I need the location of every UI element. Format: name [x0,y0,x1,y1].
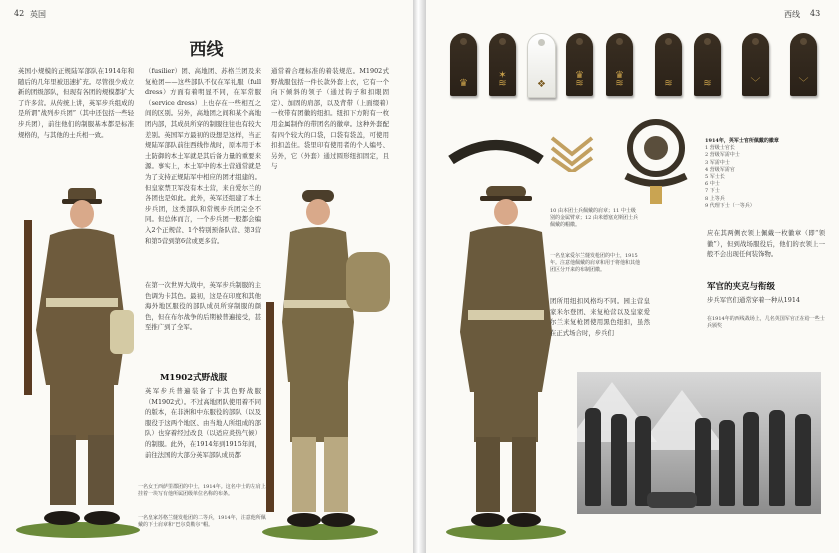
straps-caption-title: 1914年，英军士官所佩戴的徽章 [705,138,779,144]
strap-1: ♛ [450,33,477,96]
soldier-caption: 一名皇家爱尔兰燧发枪团的中士，1915年。注意他佩戴的肩章和用于将他和其他团区分开来的布制团徽。 [550,253,641,274]
chevron-badge [548,130,596,172]
regiment-title-badge [446,130,546,170]
strap-6: ≋ [655,33,682,96]
irish-fusilier-illustration [442,182,572,542]
body-column-right: 应在其两侧衣领上佩戴一枚徽章（即“领徽”），但到战场服役后，他们的衣领上一般不会出现任何装饰物。 [707,229,825,259]
subheading-m1902: M1902式野战服 [160,373,228,383]
sergeant-illustration [10,180,150,540]
straps-caption [705,138,820,210]
subheading-officers: 军官的夹克与衔级 [707,282,776,292]
subsection-text: 英军步兵普遍装备了卡其色野战服（M1902式）。不过高地团队使用着不同的版本，在非洲和中东服役的部队（以及服役于这两个地区、由当地人所组成的部队）也穿着经过改良（以适应炎热气候）的制服。此外，在1914年到1915年间，前往法国的大部分英军部队成员都 [145,387,261,459]
page-gutter [413,0,426,553]
strap-2: ✶ ≋ [489,33,516,96]
body-column-3: 通常着合理标准的着装规范。M1902式野战服包括一件长款外套上衣，它有一个向下倾斜的领子（通过钩子和扣眼固定）、加固的肩部，以及背带（上面缀着）一枚带有团徽的纽扣。纽扣下方附有一枚用金属制作的带团名的徽章。这种外套配有四个较大的口袋，口袋有袋盖，可使用扣扣盖住。袋里印有使用者的个人编号、另外，它（外套）通过圆形纽扣固定，且与 [271,67,389,171]
straps-caption-item: 5 军士长 [705,174,725,181]
running-head-right: 西线 [784,10,800,19]
subsection-text-right: 步兵军官们通常穿着一种从1914 [707,296,800,304]
straps-caption-item: 9 代理下士（一等兵） [705,202,755,209]
badge-caption: 10 由本团士兵佩戴的肩章；11 中士级别的金属臂章；12 由米德塞克斯团士兵佩戴的帽徽。 [550,208,638,229]
caption-fusilier: 一名皇家苏格兰燧发枪团的二等兵，1914年，注意他所佩戴的下士肩章和“巴尔莫勒尔”帽。 [138,515,266,529]
straps-caption-item: 3 军需中士 [705,159,730,166]
strap-9: ﹀ [790,33,817,96]
photo-caption: 在1914年的西线战场上，几名英国军官正在给一些士兵颁奖 [707,316,825,330]
body-column-2: （fusilier）团、高地团、苏格兰团及来复枪团——这些部队不仅在军礼服（full dress）方面有着明显不同，在军常服（service dress）上也存在一些相互之间的区别。另外，高地团之间和某个高地团内部，其成员所穿的制服往往也有较大差别。英国军方最初的设想是这样，当正规陆军部队前往西线作战时，原本用于本土防御的本土军就是其后备力量的重要来源。事实上，本土军中的本土营通常就是为了支持正规陆军中相应的团才组建的。但皇家禁卫军没有本土营，来自爱尔兰的各团也是如此。此外，英军还组建了本土步兵团，这类部队和常规步兵团完全不同。但总体而言，一个步兵团一般都会编入2个正规营、1个特别预备队营、第3营和第5营到第6营或更多营。 [145,67,261,245]
strap-3: ❖ [527,33,556,98]
straps-caption-item: 2 营级军需中士 [705,152,740,159]
straps-caption-item: 6 中士 [705,181,720,188]
strap-4: ♛ ≋ [566,33,593,96]
strap-5: ♛ ≋ [606,33,633,96]
straps-caption-item: 8 上等兵 [705,195,725,202]
cap-badge [616,106,696,206]
body-column-mid: 团所用纽扣风格均不同。园主营皇家米尔登团、来复枪营以及皇家爱尔兰来复枪团使用黑色纽扣，虽然在正式场合时，步兵们 [550,297,650,337]
right-page [426,0,839,553]
strap-8: ﹀ [742,33,769,96]
body-column-1: 英国小规模的正规陆军部队在1914年和随后的几年里被迅速扩充。尽管很少成立新的团级部队，但现有各团的规模都扩大了许多营。从传统上讲，英军步兵组成的是所谓“战列步兵团”（其中还包括一些轻步兵团），前往他们的制服基本都是标准规格的，与其他的士兵相一致。 [18,67,134,139]
strap-7: ≋ [694,33,721,96]
running-head-left: 英国 [30,10,46,19]
historical-photo [577,372,821,514]
straps-caption-item: 1 营级士官长 [705,145,735,152]
straps-caption-item: 7 下士 [705,188,720,195]
page-number-right: 43 [810,9,821,18]
fusilier-illustration [258,182,408,542]
caption-sergeant: 一名女王西萨里郡团的中士，1914年。这名中士的左肩上挂着一块写有他所属团级单位名称的布条。 [138,484,266,498]
page-title: 西线 [189,40,224,60]
left-page [0,0,413,553]
body-column-2b: 在第一次世界大战中，英军步兵制服的主色调为卡其色。最初，这是在印度和其他海外地区服役的部队成员所穿制服的颜色，但在布尔战争的后期被普遍接受，甚至推广到了全军。 [145,281,261,332]
straps-caption-item: 4 营级军需官 [705,166,735,173]
page-number-left: 42 [14,9,25,18]
